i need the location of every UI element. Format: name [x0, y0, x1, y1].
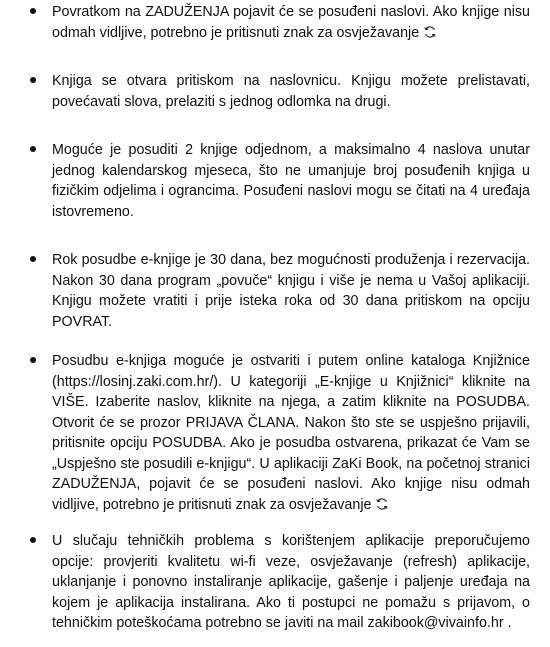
list-item-text [52, 2, 530, 43]
refresh-icon [423, 25, 437, 39]
list-item-text: Knjiga se otvara pritiskom na naslovnicu. Knjigu možete prelistavati, povećavati slova, prelaziti s jednog odlomka na drugi. [52, 73, 530, 110]
list-item-text: Moguće je posuditi 2 knjige odjednom, a maksimalno 4 naslova unutar jednog kalendarskog mjeseca, što ne umanjuje broj posuđenih knjiga u fizičkim odjelima i ograncima. Posuđeni naslovi mogu se čitati na 4 uređaja istovremeno. [52, 142, 530, 220]
refresh-icon [375, 497, 389, 511]
bullet-icon [30, 8, 36, 14]
list-item-text [52, 351, 530, 515]
bullet-icon [30, 256, 36, 262]
bullet-icon [30, 537, 36, 543]
bullet-icon [30, 357, 36, 363]
list-item-content: Povratkom na ZADUŽENJA pojavit će se posuđeni naslovi. Ako knjige nisu odmah vidljive, potrebno je pritisnuti znak za osvježavanje [52, 4, 530, 41]
list-item-content: Posudbu e-knjiga moguće je ostvariti i putem online kataloga Knjižnice (https://losinj.zaki.com.hr/). U kategoriji „E-knjige u Knjižnici“ kliknite na VIŠE. Izaberite naslov, kliknite na njega, a zatim kliknite na POSUDBA. Otvorit će se prozor PRIJAVA ČLANA. Nakon što ste se uspješno prijavili, pritisnite opciju POSUDBA. Ako je posudba ostvarena, prikazat će Vam se „Uspješno ste posudili e-knjigu“. U aplikaciji ZaKi Book, na početnoj stranici ZADUŽENJA, pojavit će se posuđeni naslovi. Ako knjige nisu odmah vidljive, potrebno je pritisnuti znak za osvježavanje [52, 353, 530, 513]
bullet-icon [30, 77, 36, 83]
list-item-text: Rok posudbe e-knjige je 30 dana, bez mogućnosti produženja i rezervacija. Nakon 30 dana program „povuče“ knjigu i više je nema u Vašoj aplikaciji. Knjigu možete vratiti i prije isteka roka od 30 dana pritiskom na opciju POVRAT. [52, 252, 530, 330]
list-item-text: U slučaju tehničkih problema s korištenjem aplikacije preporučujemo opcije: provjeriti kvalitetu wi-fi veze, osvježavanje (refresh) aplikacije, uklanjanje i ponovno instaliranje aplikacije, gašenje i paljenje uređaja na kojem je aplikacija instalirana. Ako ti postupci ne pomažu s prijavom, o tehničkim poteškoćama potrebno se javiti na mail zakibook@vivainfo.hr . [52, 533, 530, 631]
bullet-icon [30, 146, 36, 152]
